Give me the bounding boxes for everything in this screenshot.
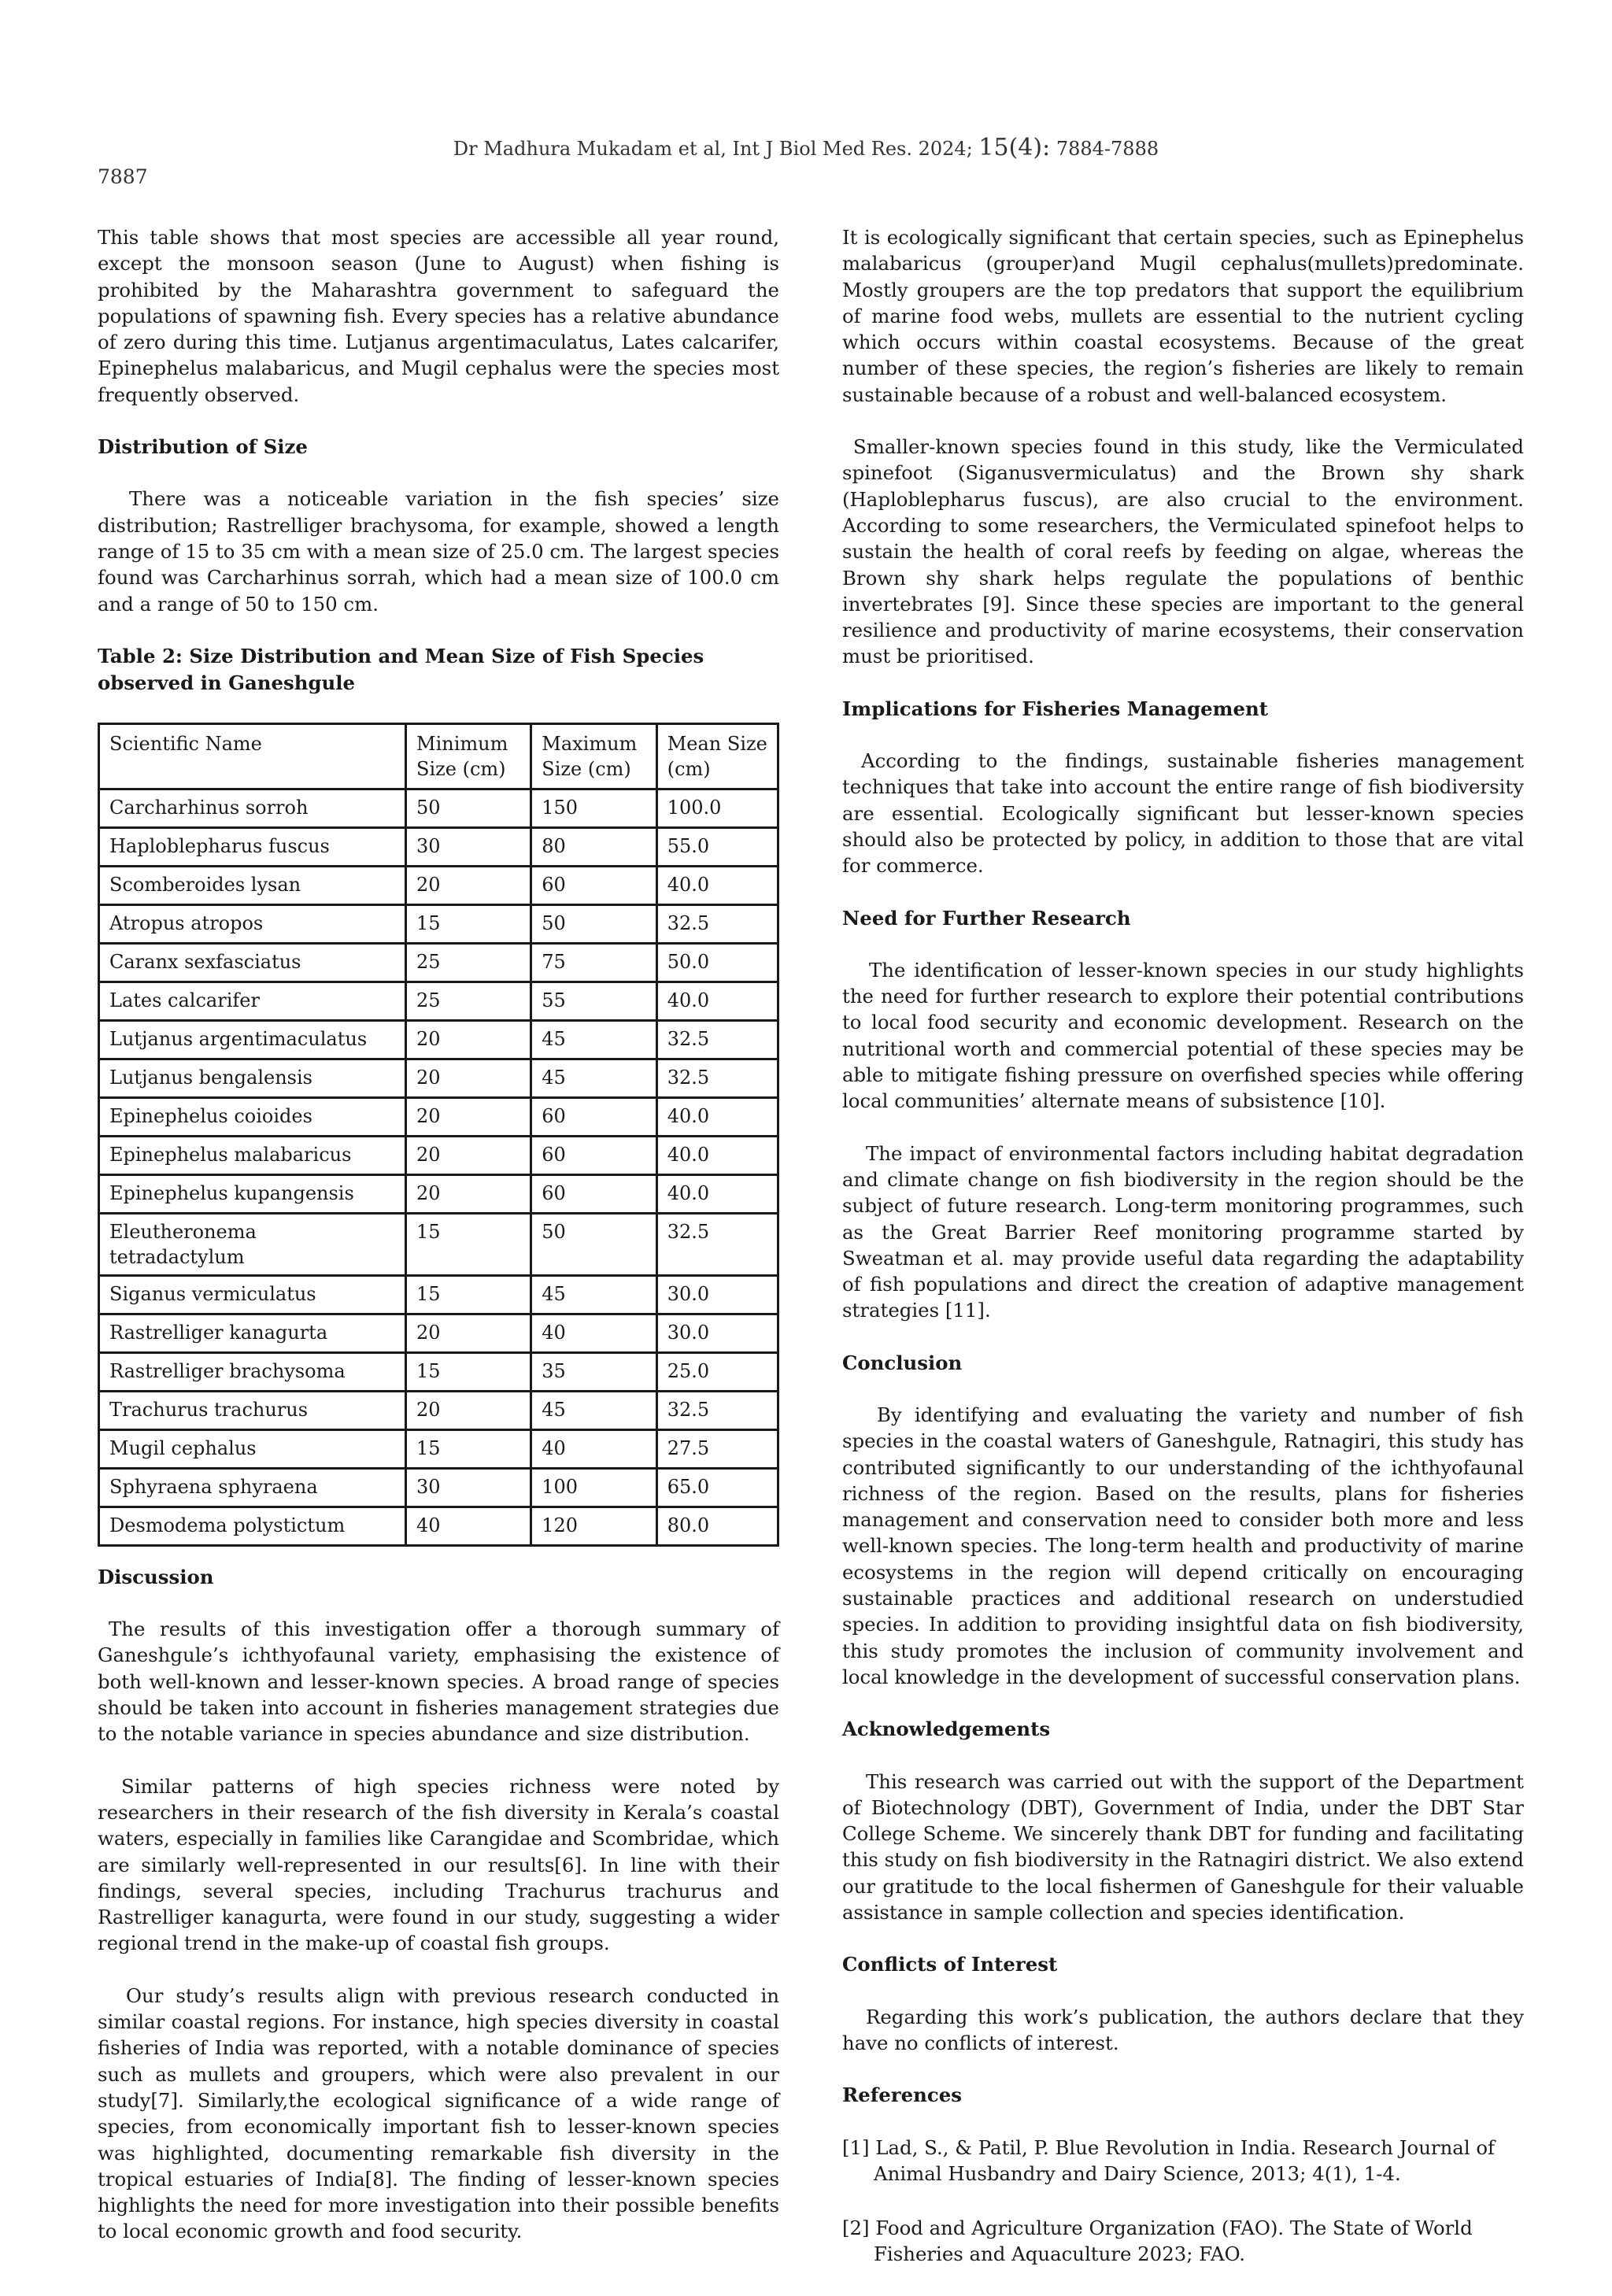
references-heading: References [842, 2083, 963, 2107]
min-size-cell: 20 [406, 1097, 531, 1136]
species-name-cell: Desmodema polystictum [99, 1507, 406, 1545]
mean-size-cell: 32.5 [656, 1020, 778, 1059]
mean-size-cell: 32.5 [656, 1213, 778, 1275]
reference-item: [1] Lad, S., & Patil, P. Blue Revolution in India. Research Journal of Animal Husbandry and Dairy Science, 2013; 4(1), 1-4. [842, 2135, 1496, 2185]
min-size-cell: 20 [406, 1136, 531, 1174]
header-volume: 15(4): [978, 134, 1051, 161]
research-paragraph: The impact of environmental factors including habitat degradation and climate change on fish biodiversity in the region should be the subject of future research. Long-term monitoring programmes, such as the Great Barrier Reef monitoring programme started by Sweatman et al. may provide useful data regarding the adaptability of fish populations and direct the creation of adaptive management strategies [11]. [842, 1141, 1524, 1322]
discussion-paragraph: The results of this investigation offer a thorough summary of Ganeshgule’s ichthyofaunal variety, emphasising the existence of both well-known and lesser-known species. A broad range of species should be taken into account in fisheries management strategies due to the notable variance in species abundance and size distribution. [98, 1618, 779, 1746]
table-row [99, 982, 778, 1020]
min-size-cell: 50 [406, 789, 531, 827]
conclusion-paragraph: By identifying and evaluating the variety and number of fish species in the coastal waters of Ganeshgule, Ratnagiri, this study has contributed significantly to our understanding of the ichthyofaunal richness of the region. Based on the results, plans for fisheries management and conservation need to consider both more and less well-known species. The long-term health and productivity of marine ecosystems in the region will depend critically on encouraging sustainable practices and additional research on understudied species. In addition to providing insightful data on fish biodiversity, this study promotes the inclusion of community involvement and local knowledge in the development of successful conservation plans. [842, 1403, 1524, 1688]
max-size-cell: 50 [531, 904, 656, 943]
max-size-cell: 60 [531, 1174, 656, 1213]
table-row [99, 1213, 778, 1275]
min-size-cell: 20 [406, 1020, 531, 1059]
species-name-cell: Scomberoides lysan [99, 866, 406, 904]
column-header: Minimum Size (cm) [406, 723, 531, 789]
species-name-cell: Epinephelus malabaricus [99, 1136, 406, 1174]
table-row [99, 1136, 778, 1174]
max-size-cell: 45 [531, 1275, 656, 1314]
mean-size-cell: 50.0 [656, 943, 778, 982]
table-row [99, 866, 778, 904]
body-paragraph: Smaller-known species found in this study, like the Vermiculated spinefoot (Siganusvermiculatus) and the Brown shy shark (Haploblepharus fuscus), are also crucial to the environment. According to some researchers, the Vermiculated spinefoot helps to sustain the health of coral reefs by feeding on algae, whereas the Brown shy shark helps regulate the populations of benthic invertebrates [9]. Since these species are important to the general resilience and productivity of marine ecosystems, their conservation must be prioritised. [842, 435, 1524, 668]
max-size-cell: 80 [531, 827, 656, 866]
min-size-cell: 30 [406, 827, 531, 866]
species-name-cell: Haploblepharus fuscus [99, 827, 406, 866]
min-size-cell: 20 [406, 866, 531, 904]
mean-size-cell: 65.0 [656, 1468, 778, 1507]
table-row [99, 1174, 778, 1213]
species-name-cell: Lates calcarifer [99, 982, 406, 1020]
mean-size-cell: 55.0 [656, 827, 778, 866]
max-size-cell: 50 [531, 1213, 656, 1275]
mean-size-cell: 40.0 [656, 1174, 778, 1213]
species-name-cell: Epinephelus coioides [99, 1097, 406, 1136]
mean-size-cell: 32.5 [656, 1391, 778, 1429]
min-size-cell: 15 [406, 1352, 531, 1391]
mean-size-cell: 80.0 [656, 1507, 778, 1545]
acknowledgements-paragraph: This research was carried out with the support of the Department of Biotechnology (DBT), Government of India, under the DBT Star College Scheme. We sincerely thank DBT for funding and facilitating this study on fish biodiversity in the Ratnagiri district. We also extend our gratitude to the local fishermen of Ganeshgule for their valuable assistance in sample collection and species identification. [842, 1769, 1524, 1924]
table-row [99, 1020, 778, 1059]
min-size-cell: 20 [406, 1059, 531, 1097]
mean-size-cell: 30.0 [656, 1275, 778, 1314]
max-size-cell: 40 [531, 1314, 656, 1352]
size-table [98, 723, 779, 1547]
table-row [99, 1352, 778, 1391]
max-size-cell: 55 [531, 982, 656, 1020]
size-paragraph: There was a noticeable variation in the fish species’ size distribution; Rastrelliger brachysoma, for example, showed a length range of 15 to 35 cm with a mean size of 25.0 cm. The largest species found was Carcharhinus sorrah, which had a mean size of 100.0 cm and a range of 50 to 150 cm. [98, 487, 779, 616]
max-size-cell: 40 [531, 1429, 656, 1468]
min-size-cell: 40 [406, 1507, 531, 1545]
mean-size-cell: 40.0 [656, 866, 778, 904]
species-name-cell: Rastrelliger brachysoma [99, 1352, 406, 1391]
table-row [99, 1468, 778, 1507]
table-header-row [99, 723, 778, 789]
mean-size-cell: 32.5 [656, 1059, 778, 1097]
reference-item: [2] Food and Agriculture Organization (FAO). The State of World Fisheries and Aquaculture 2023; FAO. [842, 2217, 1473, 2266]
research-paragraph: The identification of lesser-known species in our study highlights the need for further research to explore their potential contributions to local food security and economic development. Research on the nutritional worth and commercial potential of these species may be able to mitigate fishing pressure on overfished species while offering local communities’ alternate means of subsistence [10]. [842, 958, 1524, 1113]
min-size-cell: 25 [406, 943, 531, 982]
max-size-cell: 75 [531, 943, 656, 982]
min-size-cell: 15 [406, 1429, 531, 1468]
mean-size-cell: 27.5 [656, 1429, 778, 1468]
acknowledgements-heading: Acknowledgements [842, 1717, 1051, 1741]
discussion-heading: Discussion [98, 1565, 214, 1588]
table-body [99, 789, 778, 1545]
max-size-cell: 60 [531, 1136, 656, 1174]
max-size-cell: 60 [531, 1097, 656, 1136]
conclusion-heading: Conclusion [842, 1351, 963, 1374]
mean-size-cell: 30.0 [656, 1314, 778, 1352]
header-citation: Dr Madhura Mukadam et al, Int J Biol Med Res. 2024; [453, 138, 973, 160]
table-caption: Table 2: Size Distribution and Mean Size of Fish Species observed in Ganeshgule [98, 644, 704, 694]
species-name-cell: Epinephelus kupangensis [99, 1174, 406, 1213]
table-row [99, 1314, 778, 1352]
table-row [99, 904, 778, 943]
max-size-cell: 100 [531, 1468, 656, 1507]
min-size-cell: 15 [406, 904, 531, 943]
table-row [99, 1275, 778, 1314]
column-header: Mean Size (cm) [656, 723, 778, 789]
table-row [99, 1059, 778, 1097]
table-row [99, 789, 778, 827]
table-row [99, 1391, 778, 1429]
body-paragraph: It is ecologically significant that certain species, such as Epinephelus malabaricus (grouper)and Mugil cephalus(mullets)predominate. Mostly groupers are the top predators that support the equilibrium of marine food webs, mullets are essential to the nutrient cycling which occurs within coastal ecosystems. Because of the great number of these species, the region’s fisheries are likely to remain sustainable because of a robust and well-balanced ecosystem. [842, 226, 1524, 406]
species-name-cell: Trachurus trachurus [99, 1391, 406, 1429]
species-name-cell: Eleutheronema tetradactylum [99, 1213, 406, 1275]
intro-paragraph: This table shows that most species are accessible all year round, except the monsoon season (June to August) when fishing is prohibited by the Maharashtra government to safeguard the populations of spawning fish. Every species has a relative abundance of zero during this time. Lutjanus argentimaculatus, Lates calcarifer, Epinephelus malabaricus, and Mugil cephalus were the species most frequently observed. [98, 226, 779, 406]
min-size-cell: 20 [406, 1174, 531, 1213]
mean-size-cell: 40.0 [656, 1097, 778, 1136]
species-name-cell: Carcharhinus sorroh [99, 789, 406, 827]
conflicts-heading: Conflicts of Interest [842, 1953, 1058, 1976]
mean-size-cell: 32.5 [656, 904, 778, 943]
min-size-cell: 15 [406, 1275, 531, 1314]
implications-paragraph: According to the findings, sustainable fisheries management techniques that take into account the entire range of fish biodiversity are essential. Ecologically significant but lesser-known species should also be protected by policy, in addition to those that are vital for commerce. [842, 749, 1524, 878]
header-pages: 7884-7888 [1056, 138, 1159, 160]
discussion-paragraph: Our study’s results align with previous research conducted in similar coastal regions. For instance, high species diversity in coastal fisheries of India was reported, with a notable dominance of species such as mullets and groupers, which were also prevalent in our study[7]. Similarly,the ecological significance of a wide range of species, from economically important fish to lesser-known species was highlighted, documenting remarkable fish diversity in the tropical estuaries of India[8]. The finding of lesser-known species highlights the need for more investigation into their possible benefits to local economic growth and food security. [98, 1984, 779, 2243]
species-name-cell: Atropus atropos [99, 904, 406, 943]
max-size-cell: 45 [531, 1391, 656, 1429]
implications-heading: Implications for Fisheries Management [842, 697, 1268, 720]
conflicts-paragraph: Regarding this work’s publication, the authors declare that they have no conflicts of interest. [842, 2005, 1524, 2054]
mean-size-cell: 40.0 [656, 1136, 778, 1174]
species-name-cell: Siganus vermiculatus [99, 1275, 406, 1314]
min-size-cell: 30 [406, 1468, 531, 1507]
discussion-paragraph: Similar patterns of high species richness were noted by researchers in their research of the fish diversity in Kerala’s coastal waters, especially in families like Carangidae and Scombridae, which are similarly well-represented in our results[6]. In line with their findings, several species, including Trachurus trachurus and Rastrelliger kanagurta, were found in our study, suggesting a wider regional trend in the make-up of coastal fish groups. [98, 1774, 779, 1955]
max-size-cell: 120 [531, 1507, 656, 1545]
table-row [99, 1507, 778, 1545]
min-size-cell: 25 [406, 982, 531, 1020]
table-row [99, 1429, 778, 1468]
species-name-cell: Mugil cephalus [99, 1429, 406, 1468]
mean-size-cell: 40.0 [656, 982, 778, 1020]
max-size-cell: 45 [531, 1059, 656, 1097]
table-row [99, 827, 778, 866]
mean-size-cell: 25.0 [656, 1352, 778, 1391]
species-name-cell: Lutjanus bengalensis [99, 1059, 406, 1097]
min-size-cell: 20 [406, 1314, 531, 1352]
column-header: Maximum Size (cm) [531, 723, 656, 789]
right-column [842, 224, 1524, 2296]
running-header [0, 134, 1612, 161]
max-size-cell: 45 [531, 1020, 656, 1059]
max-size-cell: 60 [531, 866, 656, 904]
mean-size-cell: 100.0 [656, 789, 778, 827]
left-column [98, 224, 779, 2245]
min-size-cell: 15 [406, 1213, 531, 1275]
page-number: 7887 [98, 165, 148, 188]
max-size-cell: 35 [531, 1352, 656, 1391]
table-row [99, 1097, 778, 1136]
size-heading: Distribution of Size [98, 435, 308, 459]
species-name-cell: Sphyraena sphyraena [99, 1468, 406, 1507]
research-heading: Need for Further Research [842, 906, 1131, 930]
species-name-cell: Rastrelliger kanagurta [99, 1314, 406, 1352]
species-name-cell: Lutjanus argentimaculatus [99, 1020, 406, 1059]
column-header: Scientific Name [99, 723, 406, 789]
species-name-cell: Caranx sexfasciatus [99, 943, 406, 982]
table-row [99, 943, 778, 982]
min-size-cell: 20 [406, 1391, 531, 1429]
max-size-cell: 150 [531, 789, 656, 827]
